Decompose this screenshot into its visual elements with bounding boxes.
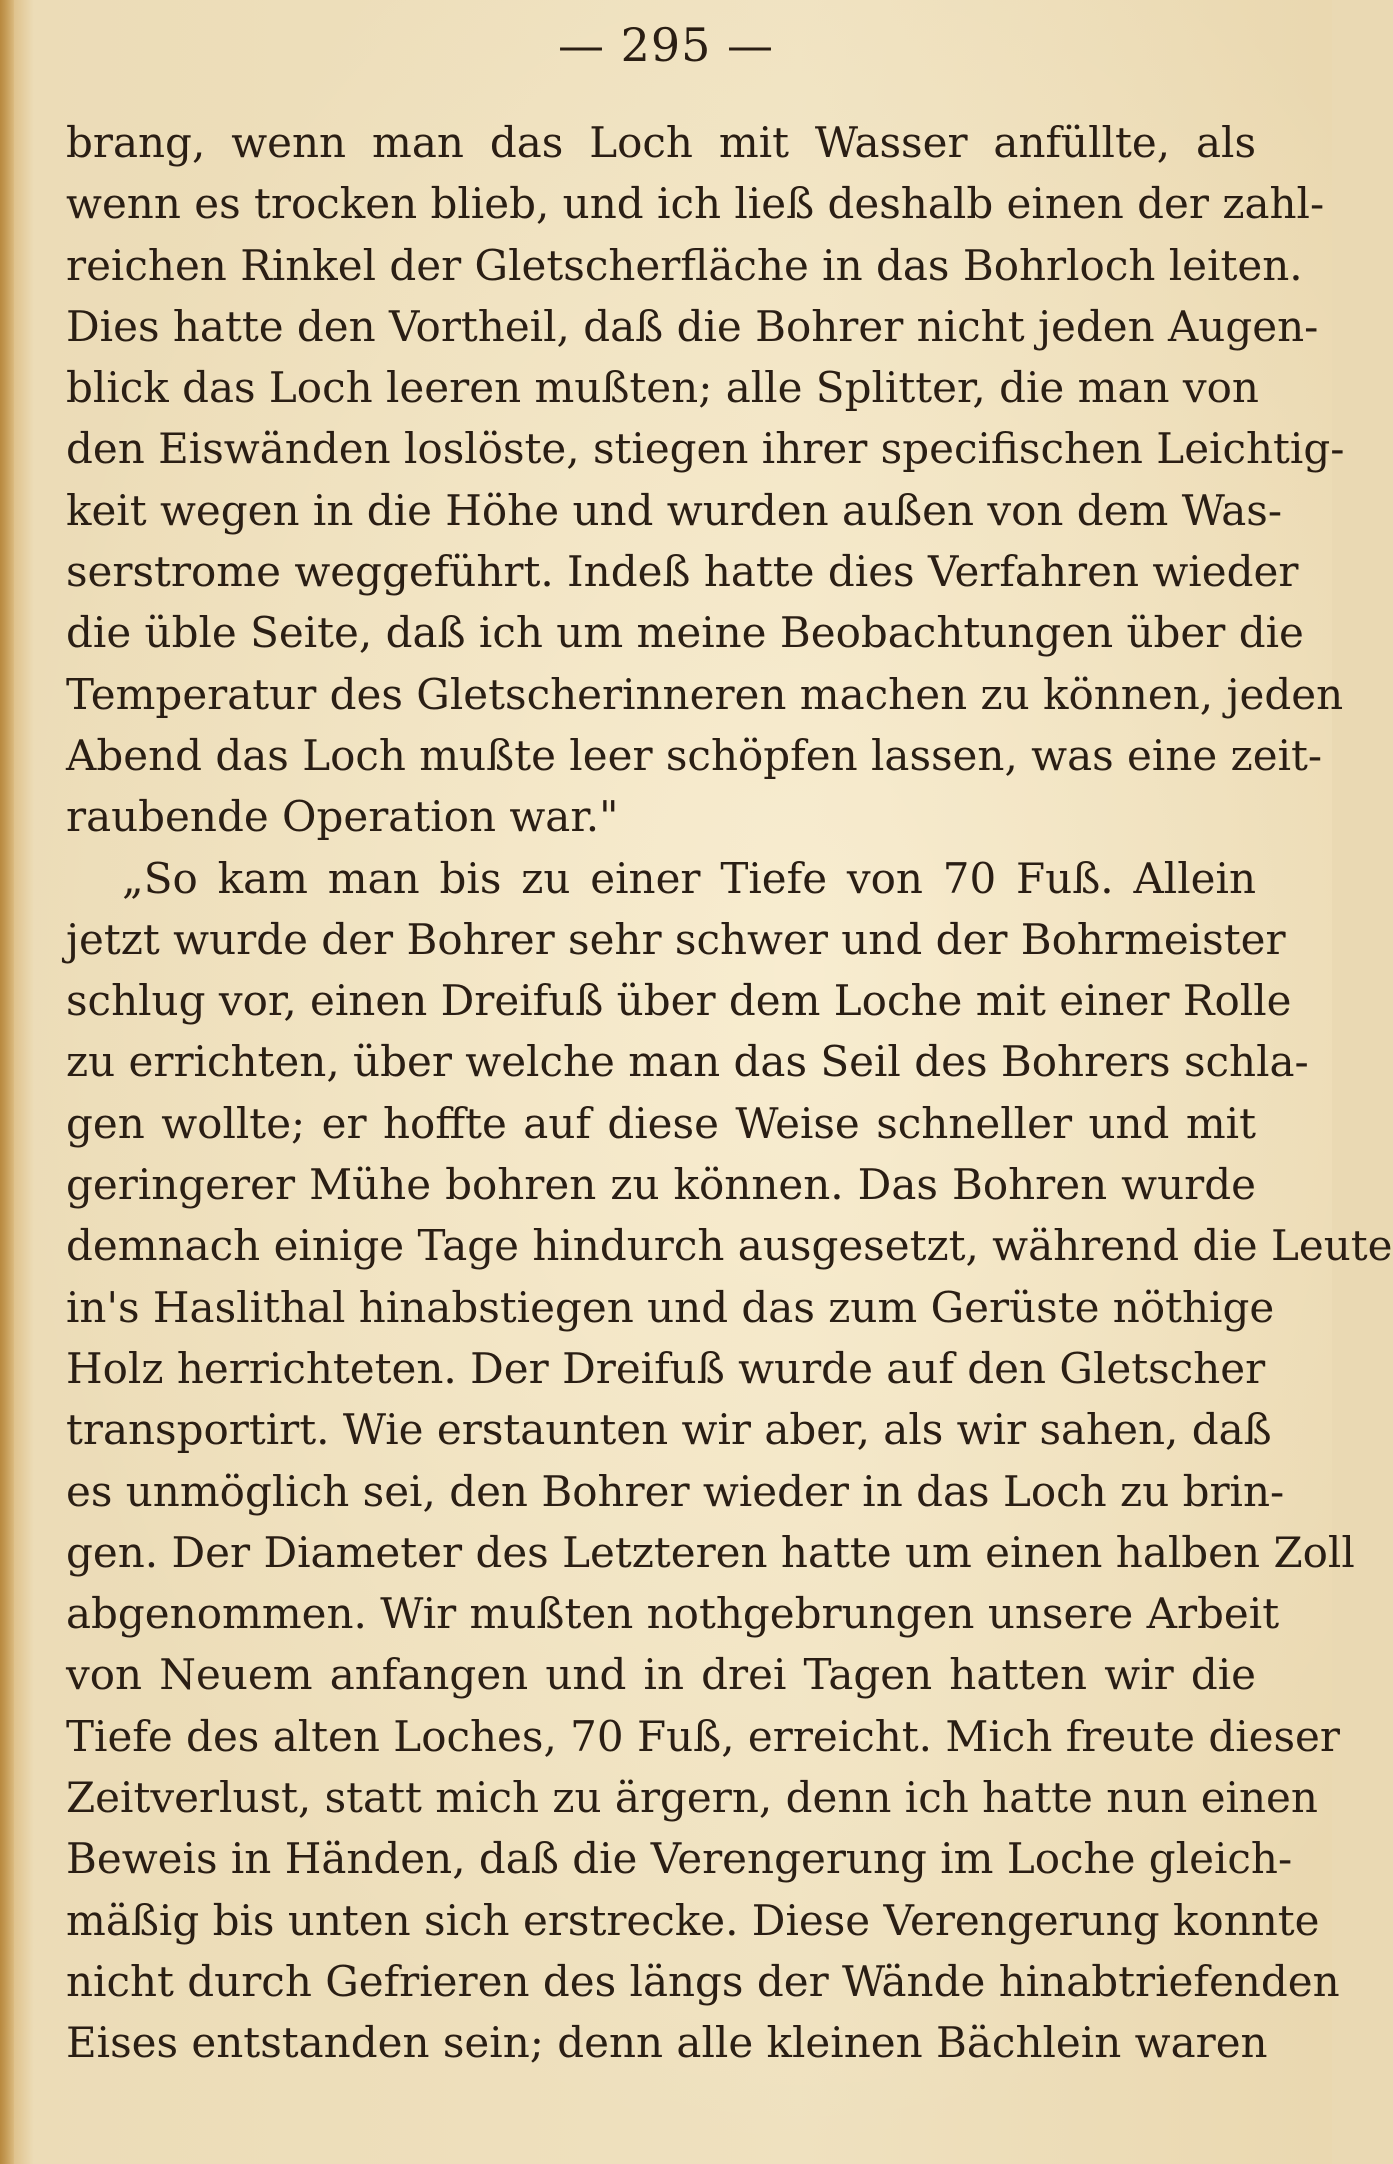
text-line: es unmöglich sei, den Bohrer wieder in das Loch zu brin-	[66, 1466, 1285, 1516]
text-line: nicht durch Gefrieren des längs der Wände hinabtriefenden	[66, 1956, 1340, 2006]
text-line: von Neuem anfangen und in drei Tagen hatten wir die	[66, 1650, 1256, 1700]
text-line: schlug vor, einen Dreifuß über dem Loche mit einer Rolle	[66, 976, 1292, 1026]
text-line: mäßig bis unten sich erstrecke. Diese Verengerung konnte	[66, 1895, 1320, 1945]
text-line: Temperatur des Gletscherinneren machen zu können, jeden	[66, 669, 1344, 719]
text-line: reichen Rinkel der Gletscherfläche in das Bohrloch leiten.	[66, 240, 1303, 290]
text-line: blick das Loch leeren mußten; alle Splitter, die man von	[66, 363, 1259, 413]
page-edge-shadow	[0, 0, 14, 2164]
text-line: Abend das Loch mußte leer schöpfen lassen, was eine zeit-	[66, 730, 1323, 780]
text-line: Holz herrichteten. Der Dreifuß wurde auf den Gletscher	[66, 1343, 1266, 1393]
text-line: abgenommen. Wir mußten nothgebrungen unsere Arbeit	[66, 1589, 1280, 1639]
text-line: demnach einige Tage hindurch ausgesetzt, während die Leute	[66, 1221, 1393, 1271]
text-line: „So kam man bis zu einer Tiefe von 70 Fuß. Allein	[122, 853, 1256, 903]
text-line: brang, wenn man das Loch mit Wasser anfüllte, als	[66, 118, 1256, 167]
text-line: den Eiswänden loslöste, stiegen ihrer specifischen Leichtig-	[66, 424, 1345, 474]
text-line: geringerer Mühe bohren zu können. Das Bohren wurde	[66, 1160, 1256, 1210]
text-line: gen. Der Diameter des Letzteren hatte um einen halben Zoll	[66, 1527, 1355, 1577]
text-line: gen wollte; er hoffte auf diese Weise schneller und mit	[66, 1098, 1256, 1148]
page-number: — 295 —	[557, 18, 775, 72]
text-line: die üble Seite, daß ich um meine Beobachtungen über die	[66, 608, 1304, 658]
text-line: wenn es trocken blieb, und ich ließ deshalb einen der zahl-	[66, 179, 1325, 229]
text-line: Zeitverlust, statt mich zu ärgern, denn ich hatte nun einen	[66, 1773, 1318, 1823]
body-text	[66, 112, 1393, 2074]
text-line: serstrome weggeführt. Indeß hatte dies Verfahren wieder	[66, 547, 1299, 597]
text-line: zu errichten, über welche man das Seil des Bohrers schla-	[66, 1037, 1309, 1087]
text-line: raubende Operation war."	[66, 792, 619, 842]
text-line: in's Haslithal hinabstiegen und das zum Gerüste nöthige	[66, 1282, 1275, 1332]
text-line: jetzt wurde der Bohrer sehr schwer und der Bohrmeister	[66, 914, 1286, 964]
text-line: keit wegen in die Höhe und wurden außen von dem Was-	[66, 485, 1283, 535]
text-line: Beweis in Händen, daß die Verengerung im Loche gleich-	[66, 1834, 1293, 1884]
text-line: Tiefe des alten Loches, 70 Fuß, erreicht. Mich freute dieser	[66, 1711, 1340, 1761]
text-line: Eises entstanden sein; denn alle kleinen Bächlein waren	[66, 2018, 1268, 2068]
text-line: transportirt. Wie erstaunten wir aber, als wir sahen, daß	[66, 1405, 1272, 1455]
text-line: Dies hatte den Vortheil, daß die Bohrer nicht jeden Augen-	[66, 301, 1319, 351]
